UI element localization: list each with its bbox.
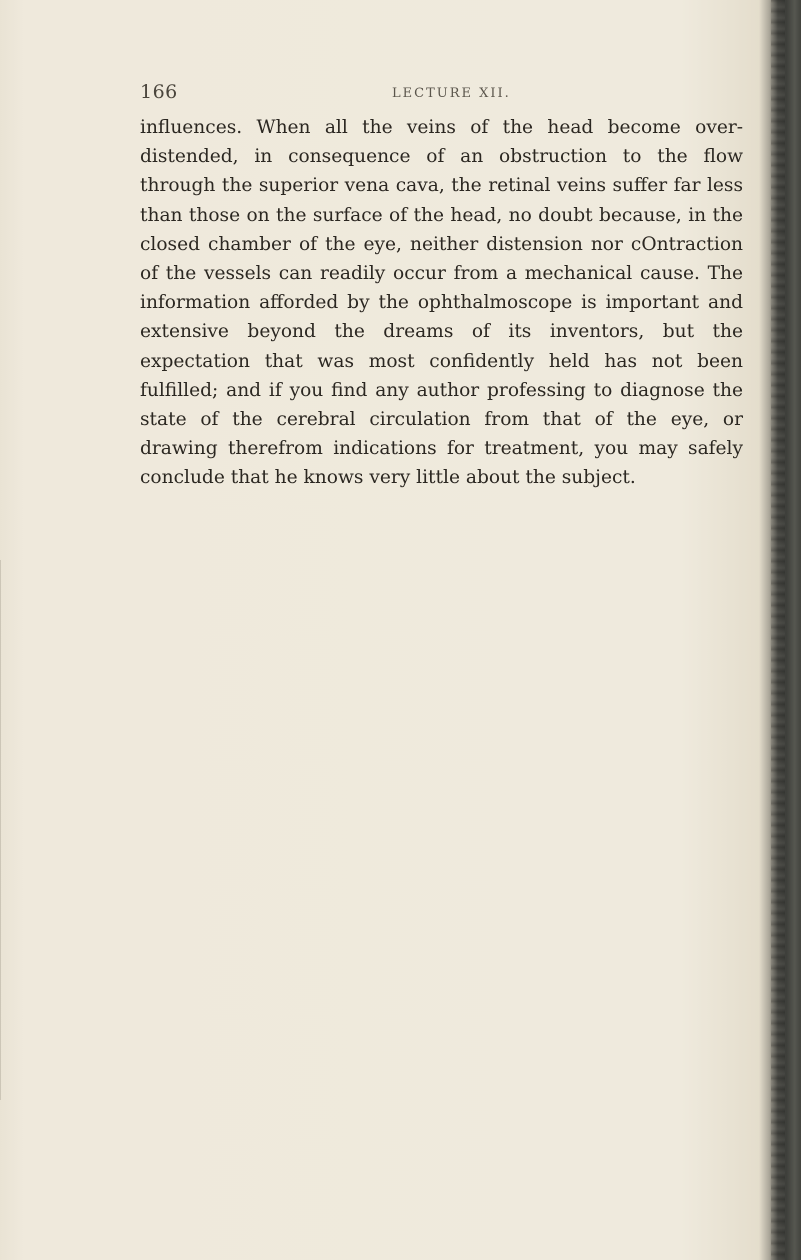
page-left-edge (0, 560, 11, 1100)
page-header (140, 81, 740, 111)
page-number: 166 (140, 81, 178, 103)
running-head: LECTURE XII. (392, 86, 511, 101)
book-binding-edge (759, 0, 801, 1260)
body-paragraph: influences. When all the veins of the head become over-distended, in consequence of an obstruction to the flow through the superior vena cava, the retinal veins suffer far less than those on the surface of the head, no doubt because, in the closed chamber of the eye, neither distension nor cOntraction of the vessels can readily occur from a mechanical cause. The information afforded by the ophthalmoscope is important and extensive beyond the dreams of its inventors, but the expectation that was most confidently held has not been fulfilled; and if you find any author professing to diagnose the state of the cerebral circulation from that of the eye, or drawing therefrom indications for treatment, you may safely conclude that he knows very little about the subject. (140, 117, 743, 489)
